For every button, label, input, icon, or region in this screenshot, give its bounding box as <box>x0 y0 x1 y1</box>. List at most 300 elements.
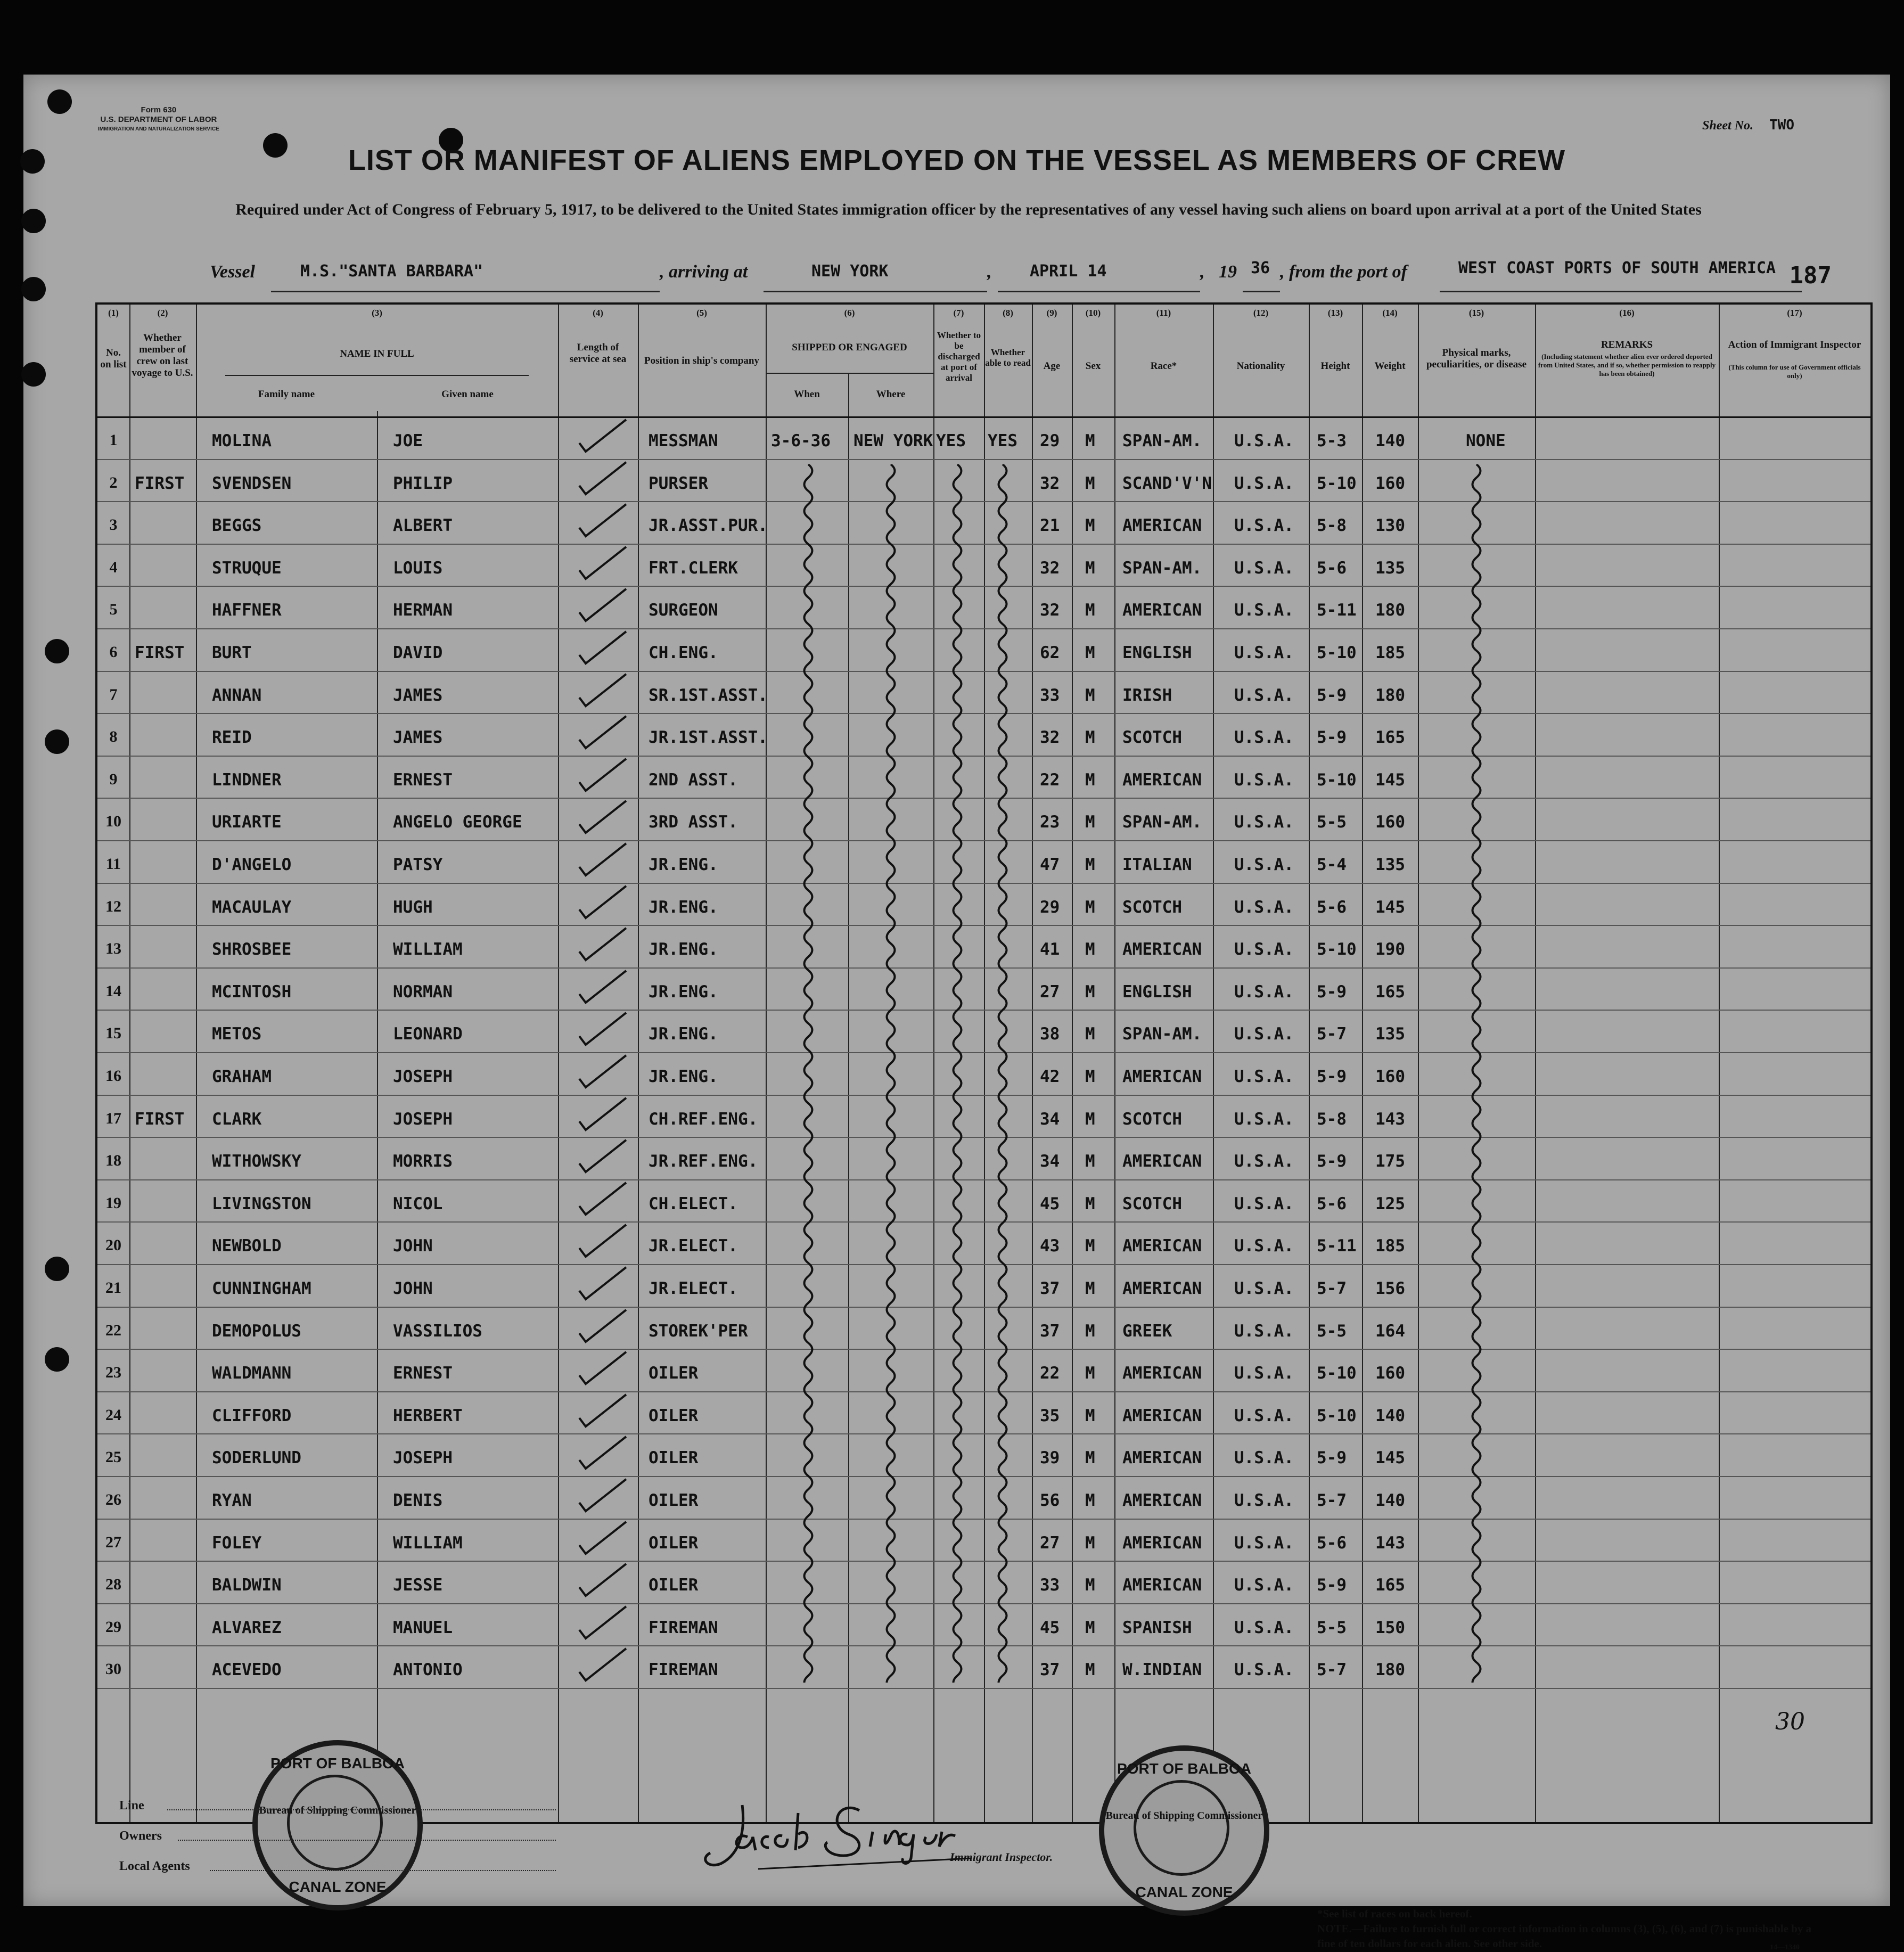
age-cell: 32 <box>1040 558 1060 578</box>
race-cell: SCOTCH <box>1122 1109 1182 1129</box>
position-cell: CH.ENG. <box>649 643 718 662</box>
sex-cell: M <box>1085 1618 1095 1637</box>
weight-cell: 165 <box>1375 982 1405 1002</box>
row-rule <box>97 1688 1870 1689</box>
race-cell: W.INDIAN <box>1122 1660 1202 1680</box>
age-cell: 33 <box>1040 1576 1060 1595</box>
port-balboa-stamp: PORT OF BALBOA Bureau of Shipping Commissioner CANAL ZONE <box>1099 1745 1269 1916</box>
given-name-cell: ANGELO GEORGE <box>393 813 522 832</box>
position-cell: JR.ENG. <box>649 1024 718 1044</box>
inspector-label: Immigrant Inspector. <box>950 1850 1053 1864</box>
row-number: 6 <box>109 643 118 661</box>
family-name-cell: NEWBOLD <box>212 1236 282 1256</box>
race-cell: AMERICAN <box>1122 1279 1202 1298</box>
position-cell: FRT.CLERK <box>649 558 738 578</box>
age-cell: 43 <box>1040 1236 1060 1256</box>
height-cell: 5-5 <box>1317 813 1347 832</box>
given-name-cell: NORMAN <box>393 982 453 1002</box>
weight-cell: 164 <box>1375 1321 1405 1341</box>
family-name-cell: BURT <box>212 643 252 662</box>
check-mark-icon <box>558 1221 638 1263</box>
column-rule <box>1418 305 1419 1822</box>
race-cell: AMERICAN <box>1122 1533 1202 1553</box>
position-cell: JR.ELECT. <box>649 1279 738 1298</box>
print-code: 14—1340 <box>1770 1943 1800 1951</box>
height-cell: 5-8 <box>1317 516 1347 536</box>
weight-cell: 135 <box>1375 1024 1405 1044</box>
family-name-cell: LIVINGSTON <box>212 1194 311 1213</box>
check-mark-icon <box>558 1603 638 1645</box>
age-cell: 32 <box>1040 601 1060 620</box>
arrival-date: APRIL 14 <box>1030 262 1107 281</box>
check-mark-icon <box>558 1433 638 1475</box>
age-cell: 27 <box>1040 982 1060 1002</box>
height-cell: 5-9 <box>1317 685 1347 705</box>
row-rule <box>97 1561 1870 1562</box>
age-cell: 29 <box>1040 431 1060 450</box>
nationality-cell: U.S.A. <box>1234 982 1294 1002</box>
given-name-cell: HERBERT <box>393 1406 463 1425</box>
row-rule <box>97 1221 1870 1223</box>
race-cell: AMERICAN <box>1122 1152 1202 1171</box>
race-cell: AMERICAN <box>1122 601 1202 620</box>
row-rule <box>97 1179 1870 1180</box>
given-name-cell: HUGH <box>393 897 433 917</box>
row-rule <box>97 1349 1870 1350</box>
weight-cell: 160 <box>1375 813 1405 832</box>
given-name-cell: JAMES <box>393 728 443 748</box>
check-mark-icon <box>558 1179 638 1221</box>
ditto-mark-icon <box>989 464 1016 1683</box>
height-cell: 5-10 <box>1317 473 1357 493</box>
row-rule <box>97 713 1870 714</box>
position-cell: OILER <box>649 1364 699 1383</box>
col-action-note: (This column for use of Government officials only) <box>1728 363 1861 380</box>
weight-cell: 185 <box>1375 643 1405 662</box>
row-rule <box>97 459 1870 460</box>
column-rule <box>848 373 849 1822</box>
weight-cell: 175 <box>1375 1152 1405 1171</box>
weight-cell: 130 <box>1375 516 1405 536</box>
given-name-cell: JOHN <box>393 1279 433 1298</box>
height-cell: 5-7 <box>1317 1024 1347 1044</box>
family-name-cell: REID <box>212 728 252 748</box>
row-rule <box>97 1307 1870 1308</box>
weight-cell: 135 <box>1375 558 1405 578</box>
row-number: 19 <box>105 1194 121 1212</box>
weight-cell: 140 <box>1375 1491 1405 1510</box>
nationality-cell: U.S.A. <box>1234 1236 1294 1256</box>
nationality-cell: U.S.A. <box>1234 1491 1294 1510</box>
family-name-cell: ALVAREZ <box>212 1618 282 1637</box>
column-rule <box>1114 305 1115 1822</box>
nationality-cell: U.S.A. <box>1234 1321 1294 1341</box>
sex-cell: M <box>1085 1660 1095 1680</box>
sex-cell: M <box>1085 1576 1095 1595</box>
check-mark-icon <box>558 1095 638 1136</box>
owners-label: Owners <box>119 1829 162 1843</box>
given-name-cell: PHILIP <box>393 473 453 493</box>
race-cell: GREEK <box>1122 1321 1172 1341</box>
check-mark-icon <box>558 1561 638 1602</box>
sex-cell: M <box>1085 516 1095 536</box>
weight-cell: 140 <box>1375 431 1405 450</box>
punch-hole <box>45 639 69 663</box>
height-cell: 5-9 <box>1317 1067 1347 1086</box>
race-cell: SPAN-AM. <box>1122 558 1202 578</box>
position-cell: OILER <box>649 1406 699 1425</box>
race-cell: AMERICAN <box>1122 1576 1202 1595</box>
sex-cell: M <box>1085 1406 1095 1425</box>
race-cell: ITALIAN <box>1122 855 1192 874</box>
column-rule <box>1535 305 1536 1822</box>
row-number: 23 <box>105 1364 121 1382</box>
position-cell: OILER <box>649 1576 699 1595</box>
race-cell: SPAN-AM. <box>1122 1024 1202 1044</box>
check-mark-icon <box>558 967 638 1009</box>
col-name-in-full: NAME IN FULL <box>340 348 414 359</box>
age-cell: 42 <box>1040 1067 1060 1086</box>
col-read: Whether able to read <box>985 347 1031 368</box>
position-cell: OILER <box>649 1533 699 1553</box>
age-cell: 37 <box>1040 1279 1060 1298</box>
weight-cell: 160 <box>1375 473 1405 493</box>
punch-hole <box>21 277 46 301</box>
row-number: 25 <box>105 1448 121 1466</box>
nationality-cell: U.S.A. <box>1234 1152 1294 1171</box>
check-mark-icon <box>558 1264 638 1306</box>
row-rule <box>97 586 1870 587</box>
race-cell: AMERICAN <box>1122 770 1202 790</box>
height-cell: 5-4 <box>1317 855 1347 874</box>
check-mark-icon <box>558 586 638 627</box>
check-mark-icon <box>558 459 638 501</box>
row-number: 11 <box>105 855 121 873</box>
row-rule <box>97 1519 1870 1520</box>
nationality-cell: U.S.A. <box>1234 728 1294 748</box>
row-number: 24 <box>105 1406 121 1424</box>
race-cell: AMERICAN <box>1122 1448 1202 1468</box>
age-cell: 21 <box>1040 516 1060 536</box>
race-cell: AMERICAN <box>1122 940 1202 959</box>
punch-hole <box>47 89 72 114</box>
age-cell: 27 <box>1040 1533 1060 1553</box>
col-remarks: REMARKS <box>1601 339 1653 350</box>
column-rule <box>1309 305 1310 1822</box>
race-cell: SCOTCH <box>1122 897 1182 917</box>
height-cell: 5-6 <box>1317 1533 1347 1553</box>
check-mark-icon <box>558 544 638 585</box>
age-cell: 34 <box>1040 1109 1060 1129</box>
sex-cell: M <box>1085 643 1095 662</box>
check-mark-icon <box>558 501 638 543</box>
col-race: Race* <box>1150 360 1177 372</box>
race-cell: SCOTCH <box>1122 1194 1182 1213</box>
col-last-voyage: Whether member of crew on last voyage to U.S. <box>132 332 193 379</box>
family-name-cell: ANNAN <box>212 685 262 705</box>
position-cell: 3RD ASST. <box>649 813 738 832</box>
row-rule <box>97 1476 1870 1477</box>
height-cell: 5-7 <box>1317 1660 1347 1680</box>
position-cell: PURSER <box>649 473 708 493</box>
sheet-number: Sheet No. TWO <box>1702 117 1794 133</box>
row-rule <box>97 671 1870 672</box>
family-name-cell: STRUQUE <box>212 558 282 578</box>
height-cell: 5-6 <box>1317 1194 1347 1213</box>
column-rule <box>1213 305 1214 1822</box>
nationality-cell: U.S.A. <box>1234 643 1294 662</box>
position-cell: JR.ENG. <box>649 940 718 959</box>
race-cell: SCOTCH <box>1122 728 1182 748</box>
family-name-cell: BEGGS <box>212 516 262 536</box>
col-length-service: Length of service at sea <box>569 342 627 365</box>
punch-hole <box>45 1347 69 1372</box>
height-cell: 5-6 <box>1317 897 1347 917</box>
position-cell: JR.ELECT. <box>649 1236 738 1256</box>
family-name-cell: GRAHAM <box>212 1067 272 1086</box>
row-number: 22 <box>105 1321 121 1339</box>
race-cell: SPAN-AM. <box>1122 813 1202 832</box>
sex-cell: M <box>1085 1491 1095 1510</box>
margin-count-note: 30 <box>1775 1708 1805 1735</box>
row-number: 7 <box>109 685 118 703</box>
position-cell: OILER <box>649 1448 699 1468</box>
column-rule <box>984 305 985 1822</box>
row-rule <box>97 628 1870 629</box>
row-number: 13 <box>105 940 121 958</box>
nationality-cell: U.S.A. <box>1234 685 1294 705</box>
sex-cell: M <box>1085 728 1095 748</box>
inspector-signature <box>684 1784 982 1874</box>
check-mark-icon <box>558 671 638 712</box>
given-name-cell: ALBERT <box>393 516 453 536</box>
check-mark-icon <box>558 840 638 882</box>
given-name-cell: LEONARD <box>393 1024 463 1044</box>
sex-cell: M <box>1085 1109 1095 1129</box>
given-name-cell: JOHN <box>393 1236 433 1256</box>
nationality-cell: U.S.A. <box>1234 516 1294 536</box>
age-cell: 47 <box>1040 855 1060 874</box>
row-rule <box>97 1137 1870 1138</box>
weight-cell: 143 <box>1375 1533 1405 1553</box>
sex-cell: M <box>1085 1236 1095 1256</box>
age-cell: 32 <box>1040 473 1060 493</box>
nationality-cell: U.S.A. <box>1234 558 1294 578</box>
row-number: 5 <box>109 601 118 619</box>
vessel-name: M.S."SANTA BARBARA" <box>300 262 483 281</box>
sex-cell: M <box>1085 1024 1095 1044</box>
sex-cell: M <box>1085 558 1095 578</box>
row-rule <box>97 1645 1870 1646</box>
height-cell: 5-9 <box>1317 982 1347 1002</box>
shipped-where-cell: NEW YORK <box>853 431 933 450</box>
given-name-cell: ANTONIO <box>393 1660 463 1680</box>
col-discharged: Whether to be discharged at port of arrival <box>937 330 981 383</box>
family-name-cell: SODERLUND <box>212 1448 301 1468</box>
nationality-cell: U.S.A. <box>1234 1618 1294 1637</box>
race-cell: AMERICAN <box>1122 1491 1202 1510</box>
weight-cell: 145 <box>1375 897 1405 917</box>
row-rule <box>97 1603 1870 1604</box>
height-cell: 5-11 <box>1317 1236 1357 1256</box>
check-mark-icon <box>558 1349 638 1390</box>
position-cell: FIREMAN <box>649 1618 718 1637</box>
crew-table: (1) (2) (3) (4) (5) (6) (7) (8) (9) (10) (11) (12) (13) (14) (15) (16) (17) No. on list Whether member of crew on last voyage to U.S. NAME IN FULL Family name Given name Length of service at sea Position in ship's company SHIPPED OR ENGAGED When Where Whether to be discharged at port of arrival Whether able to read Age Sex Race* Nationality Height Weight Physical marks, peculiarities, or disease REMARKS (Including statement whether alien ever ordered deported from United States, and if so, whether permission to reapply has been obtained) Action of Immigrant Inspector (This column for use of Government officials only) 1 MOLINA JOE MESSMAN 3-6-36 NEW YORK YES YES 29 M SPAN-AM. U.S.A. 5-3 140 NONE 2 FIRST SVENDSEN PHILIP PURSER 32 M SCAND'V'N U.S.A. 5-10 160 3 BEGGS ALBERT JR.ASST.PUR. 21 M AMERICAN U.S.A. 5-8 130 4 STRUQUE LOUIS FRT.CLERK 32 M SPAN-AM. U.S.A. 5-6 135 5 HAFFNER HERMAN SURGEON 32 M AMERICAN U.S.A. 5-11 180 6 FIRST BURT DAVID CH.ENG. 62 M ENGLISH U.S.A. 5-10 185 7 ANNAN JAMES SR.1ST.ASST. 33 M IRISH U.S.A. 5-9 180 8 REID JAMES JR.1ST.ASST. 32 M SCOTCH U.S.A. 5-9 165 9 LINDNER ERNEST 2ND ASST. 22 M AMERICAN U.S.A. 5-10 145 10 URIARTE ANGELO GEORGE 3RD ASST. 23 M SPAN-AM. U.S.A. 5-5 160 11 D'ANGELO PATSY JR.ENG. 47 M ITALIAN U.S.A. 5-4 135 12 MACAULAY HUGH JR.ENG. 29 M SCOTCH U.S.A. 5-6 145 13 SHROSBEE WILLIAM JR.ENG. 41 M AMERICAN U.S.A. 5-10 190 14 MCINTOSH NORMAN JR.ENG. 27 M ENGLISH U.S.A. 5-9 165 15 METOS LEONARD JR.ENG. 38 M SPAN-AM. U.S.A. 5-7 135 16 GRAHAM JOSEPH JR.ENG. 42 M AMERICAN U.S.A. 5-9 160 17 FIRST CLARK JOSEPH CH.REF.ENG. 34 M SCOTCH U.S.A. 5-8 143 18 WITHOWSKY MORRIS JR.REF.ENG. 34 M AMERICAN U.S.A. 5-9 175 19 LIVINGSTON NICOL CH.ELECT. 45 M SCOTCH U.S.A. 5-6 125 20 NEWBOLD JOHN JR.ELECT. 43 M AMERICAN U.S.A. 5-11 185 21 CUNNINGHAM JOHN JR.ELECT. 37 M AMERICAN U.S.A. 5-7 156 22 DEMOPOLUS VASSILIOS STOREK'PER 37 M GREEK U.S.A. 5-5 164 23 WALDMANN ERNEST OILER 22 M AMERICAN U.S.A. 5-10 160 24 CLIFFORD HERBERT OILER 35 M AMERICAN U.S.A. 5-10 140 25 SODERLUND JOSEPH OILER 39 M AMERICAN U.S.A. 5-9 145 26 RYAN DENIS OILER 56 M AMERICAN U.S.A. 5-7 140 27 FOLEY WILLIAM OILER 27 M AMERICAN U.S.A. 5-6 143 28 BALDWIN JESSE OILER 33 M AMERICAN U.S.A. 5-9 165 29 ALVAREZ MANUEL FIREMAN 45 M SPANISH U.S.A. 5-5 150 30 ACEVEDO ANTONIO FIREMAN 37 M W.INDIAN U.S.A. 5-7 180 <box>95 302 1873 1824</box>
row-number: 26 <box>105 1491 121 1508</box>
height-cell: 5-3 <box>1317 431 1347 450</box>
page-title: LIST OR MANIFEST OF ALIENS EMPLOYED ON THE VESSEL AS MEMBERS OF CREW <box>348 144 1566 176</box>
position-cell: JR.ENG. <box>649 1067 718 1086</box>
family-name-cell: HAFFNER <box>212 601 282 620</box>
sex-cell: M <box>1085 1321 1095 1341</box>
family-name-cell: DEMOPOLUS <box>212 1321 301 1341</box>
ditto-mark-icon <box>1463 464 1490 1683</box>
family-name-cell: D'ANGELO <box>212 855 292 874</box>
position-cell: 2ND ASST. <box>649 770 738 790</box>
footer-notes: *See list of races on back hereof. NOTE.—Failure to furnish full or correct information in columns (3), (5), (6), and (7) is punishable by a fine of ten dollars for each alien. See other side. <box>1317 1907 1812 1950</box>
line-label: Line <box>119 1799 144 1812</box>
age-cell: 56 <box>1040 1491 1060 1510</box>
last-voyage-cell: FIRST <box>135 473 185 493</box>
given-name-cell: WILLIAM <box>393 1533 463 1553</box>
agents-label: Local Agents <box>119 1859 190 1873</box>
row-number: 1 <box>109 431 118 449</box>
weight-cell: 185 <box>1375 1236 1405 1256</box>
family-name-cell: WITHOWSKY <box>212 1152 301 1171</box>
race-cell: SCAND'V'N <box>1122 473 1212 493</box>
race-cell: SPANISH <box>1122 1618 1192 1637</box>
last-voyage-cell: FIRST <box>135 643 185 662</box>
check-mark-icon <box>558 1010 638 1051</box>
race-cell: ENGLISH <box>1122 643 1192 662</box>
family-name-cell: BALDWIN <box>212 1576 282 1595</box>
col-action: Action of Immigrant Inspector <box>1728 339 1861 350</box>
position-cell: SURGEON <box>649 601 718 620</box>
height-cell: 5-6 <box>1317 558 1347 578</box>
age-cell: 39 <box>1040 1448 1060 1468</box>
age-cell: 22 <box>1040 770 1060 790</box>
position-cell: FIREMAN <box>649 1660 718 1680</box>
age-cell: 32 <box>1040 728 1060 748</box>
sex-cell: M <box>1085 1194 1095 1213</box>
check-mark-icon <box>558 1645 638 1687</box>
ditto-mark-icon <box>795 464 822 1683</box>
physical-cell: NONE <box>1466 431 1506 450</box>
height-cell: 5-8 <box>1317 1109 1347 1129</box>
race-cell: AMERICAN <box>1122 1236 1202 1256</box>
sex-cell: M <box>1085 1152 1095 1171</box>
age-cell: 45 <box>1040 1194 1060 1213</box>
position-cell: SR.1ST.ASST. <box>649 685 768 705</box>
sex-cell: M <box>1085 813 1095 832</box>
given-name-cell: JAMES <box>393 685 443 705</box>
col-nationality: Nationality <box>1236 360 1285 372</box>
nationality-cell: U.S.A. <box>1234 770 1294 790</box>
port-balboa-stamp: PORT OF BALBOA Bureau of Shipping Commissioner CANAL ZONE <box>252 1740 423 1910</box>
nationality-cell: U.S.A. <box>1234 601 1294 620</box>
column-rule <box>933 305 934 1822</box>
given-name-cell: ERNEST <box>393 770 453 790</box>
age-cell: 35 <box>1040 1406 1060 1425</box>
punch-hole <box>45 729 69 754</box>
column-rule <box>377 411 378 1822</box>
row-number: 3 <box>109 516 118 534</box>
race-cell: AMERICAN <box>1122 1406 1202 1425</box>
check-mark-icon <box>558 1307 638 1348</box>
sex-cell: M <box>1085 982 1095 1002</box>
nationality-cell: U.S.A. <box>1234 1067 1294 1086</box>
row-number: 12 <box>105 897 121 915</box>
vessel-line: Vessel M.S."SANTA BARBARA" , arriving at NEW YORK , APRIL 14 , 19 36 , from the port of WEST COAST PORTS OF SOUTH AMERICA <box>210 262 1834 294</box>
race-cell: ENGLISH <box>1122 982 1192 1002</box>
nationality-cell: U.S.A. <box>1234 431 1294 450</box>
position-cell: JR.ASST.PUR. <box>649 516 768 536</box>
row-rule <box>97 1264 1870 1265</box>
age-cell: 34 <box>1040 1152 1060 1171</box>
row-number: 10 <box>105 813 121 831</box>
col-where: Where <box>876 389 906 400</box>
col-remarks-note: (Including statement whether alien ever ordered deported from United States, and if so, whether permission to reapply has been obtained) <box>1538 352 1716 378</box>
given-name-cell: JOSEPH <box>393 1448 453 1468</box>
col-when: When <box>794 389 820 400</box>
weight-cell: 140 <box>1375 1406 1405 1425</box>
sex-cell: M <box>1085 1448 1095 1468</box>
row-rule <box>97 883 1870 884</box>
given-name-cell: DAVID <box>393 643 443 662</box>
from-port: WEST COAST PORTS OF SOUTH AMERICA <box>1458 259 1776 277</box>
row-number: 16 <box>105 1067 121 1085</box>
height-cell: 5-5 <box>1317 1618 1347 1637</box>
row-number: 20 <box>105 1236 121 1254</box>
height-cell: 5-10 <box>1317 770 1357 790</box>
discharged-cell: YES <box>936 431 966 450</box>
height-cell: 5-9 <box>1317 1576 1347 1595</box>
punch-hole <box>21 362 46 387</box>
row-rule <box>97 1433 1870 1434</box>
nationality-cell: U.S.A. <box>1234 1406 1294 1425</box>
column-rule <box>638 305 639 1822</box>
row-rule <box>97 544 1870 545</box>
position-cell: JR.1ST.ASST. <box>649 728 768 748</box>
row-rule <box>97 840 1870 841</box>
age-cell: 45 <box>1040 1618 1060 1637</box>
column-rule <box>129 305 130 1822</box>
given-name-cell: MORRIS <box>393 1152 453 1171</box>
nationality-cell: U.S.A. <box>1234 897 1294 917</box>
family-name-cell: LINDNER <box>212 770 282 790</box>
age-cell: 37 <box>1040 1660 1060 1680</box>
race-cell: AMERICAN <box>1122 1067 1202 1086</box>
family-name-cell: SVENDSEN <box>212 473 292 493</box>
height-cell: 5-7 <box>1317 1279 1347 1298</box>
given-name-cell: JESSE <box>393 1576 443 1595</box>
row-number: 4 <box>109 558 118 576</box>
family-name-cell: METOS <box>212 1024 262 1044</box>
given-name-cell: LOUIS <box>393 558 443 578</box>
position-cell: MESSMAN <box>649 431 718 450</box>
given-name-cell: HERMAN <box>393 601 453 620</box>
row-rule <box>97 756 1870 757</box>
weight-cell: 190 <box>1375 940 1405 959</box>
given-name-cell: VASSILIOS <box>393 1321 482 1341</box>
col-sex: Sex <box>1085 360 1101 372</box>
col-age: Age <box>1043 360 1061 372</box>
height-cell: 5-9 <box>1317 1152 1347 1171</box>
sex-cell: M <box>1085 1533 1095 1553</box>
family-name-cell: CLIFFORD <box>212 1406 292 1425</box>
sex-cell: M <box>1085 601 1095 620</box>
position-cell: STOREK'PER <box>649 1321 748 1341</box>
